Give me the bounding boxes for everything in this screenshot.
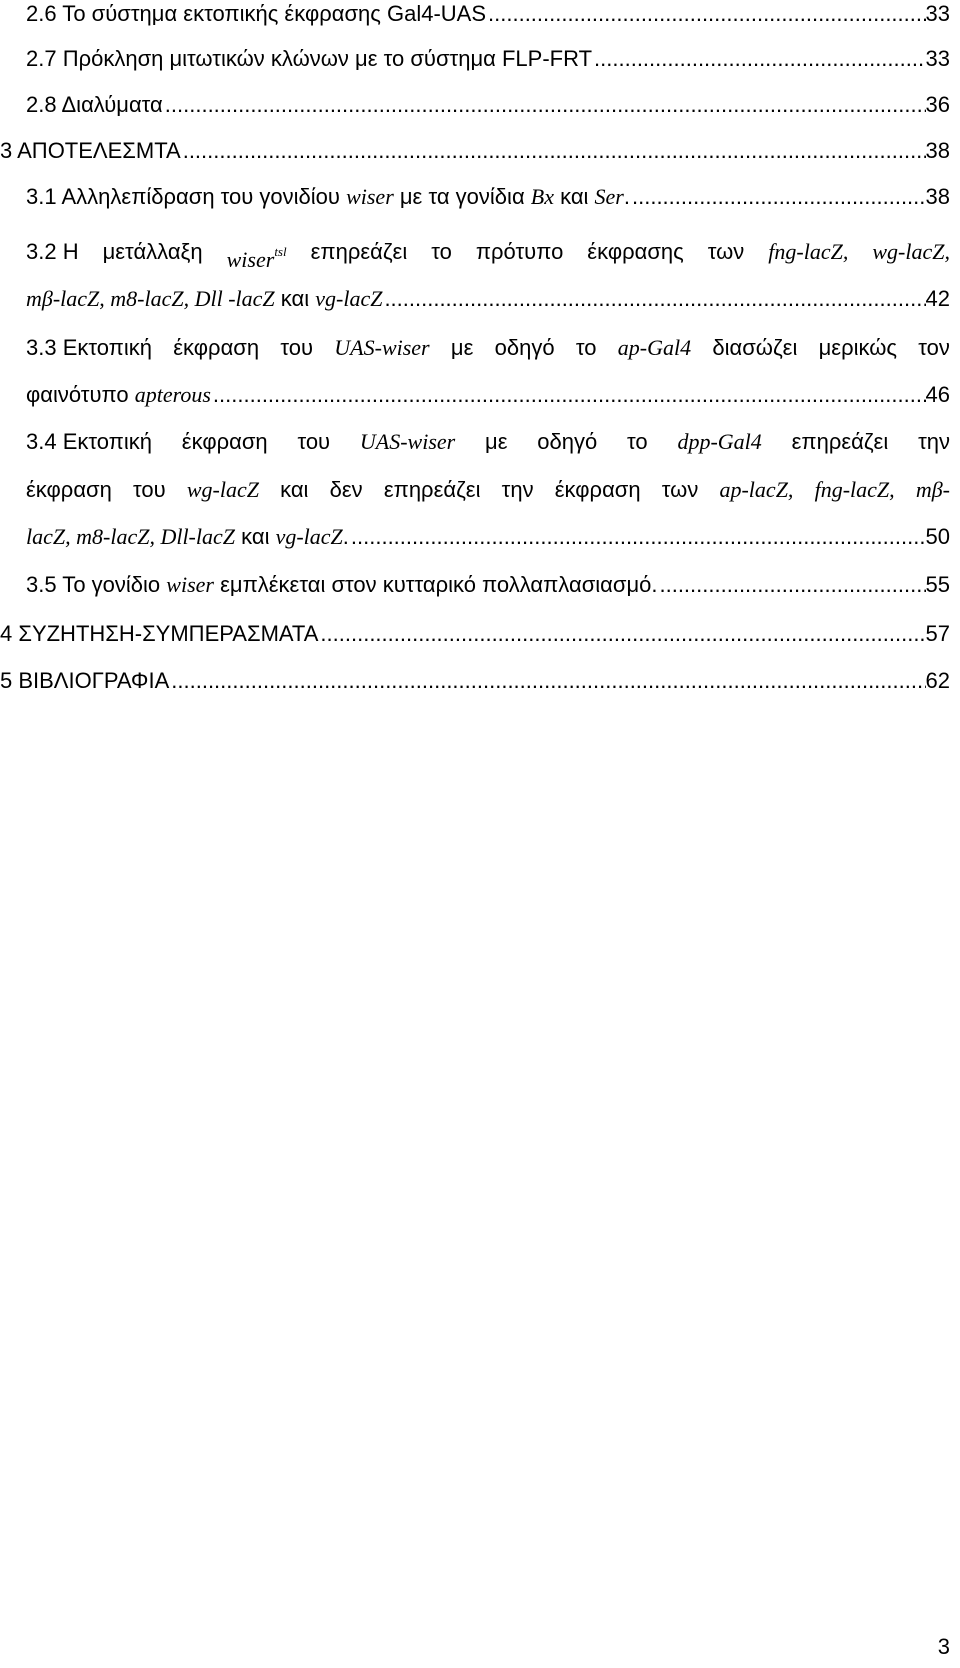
toc-leader-dots	[382, 284, 925, 314]
toc-leader-dots	[592, 44, 925, 74]
toc-leader-dots	[486, 0, 926, 29]
toc-leader-dots	[169, 666, 925, 696]
toc-entry-text: mβ-lacZ, m8-lacZ, Dll -lacZ και vg-lacZ	[26, 286, 383, 311]
toc-page-number: 46	[925, 382, 950, 407]
toc-page-number: 62	[925, 668, 950, 693]
toc-entry-text: 2.6 Το σύστημα εκτοπικής έκφρασης Gal4-UAS	[26, 1, 487, 26]
toc-leader-dots	[163, 90, 926, 120]
toc-page-number: 57	[925, 621, 950, 646]
toc-page-number: 36	[925, 92, 950, 117]
toc-entry-text: 3 ΑΠΟΤΕΛΕΣΜΤΑ	[0, 138, 181, 163]
toc-entry-3-2-cont	[26, 284, 950, 314]
toc-leader-dots	[349, 522, 926, 552]
toc-page-number: 50	[925, 524, 950, 549]
toc-page-number: 42	[925, 286, 950, 311]
toc-entry-text: 2.7 Πρόκληση μιτωτικών κλώνων με το σύστημα FLP-FRT	[26, 46, 593, 71]
toc-entry-3-2: 3.2 Η μετάλλαξη wiser$^{tsl}$ επηρεάζει το πρότυπο έκφρασης των fng-lacZ, wg-lacZ,	[26, 239, 950, 272]
toc-entry-2-8	[26, 90, 950, 120]
toc-leader-dots	[211, 380, 926, 410]
toc-entry-2-7	[26, 44, 950, 74]
toc-entry-text: φαινότυπο apterous	[26, 382, 211, 407]
toc-page-number: 55	[925, 572, 950, 597]
toc-leader-dots	[657, 570, 925, 600]
toc-entry-text: 2.8 Διαλύματα	[26, 92, 163, 117]
toc-entry-2-6	[26, 0, 950, 29]
toc-leader-dots	[630, 182, 926, 212]
toc-entry-text: 4 ΣΥΖΗΤΗΣΗ-ΣΥΜΠΕΡΑΣΜΑΤΑ	[0, 621, 319, 646]
toc-page-number: 38	[925, 138, 950, 163]
toc-page-number: 33	[925, 1, 950, 26]
toc-entry-5	[0, 666, 950, 696]
toc-entry-3-3-cont	[26, 380, 950, 410]
toc-entry-3-4: 3.4 Εκτοπική έκφραση του UAS-wiser με οδηγό το dpp-Gal4 επηρεάζει την	[26, 429, 950, 454]
toc-entry-text: 3.5 Το γονίδιο wiser εμπλέκεται στον κυτταρικό πολλαπλασιασμό.	[26, 572, 658, 597]
toc-entry-3-4-cont: έκφραση του wg-lacZ και δεν επηρεάζει την έκφραση των ap-lacZ, fng-lacZ, mβ-	[26, 477, 950, 502]
toc-entry-4	[0, 619, 950, 649]
page-number: 3	[937, 1634, 950, 1659]
toc-entry-3	[0, 136, 950, 166]
toc-leader-dots	[318, 619, 925, 649]
toc-leader-dots	[181, 136, 926, 166]
toc-entry-3-5	[26, 570, 950, 600]
toc-entry-text: 5 ΒΙΒΛΙΟΓΡΑΦΙΑ	[0, 668, 170, 693]
toc-entry-3-1	[26, 182, 950, 212]
toc-entry-3-4-cont2	[26, 522, 950, 552]
toc-page-number: 38	[925, 184, 950, 209]
toc-entry-text: 3.1 Αλληλεπίδραση του γονιδίου wiser με τα γονίδια Bx και Ser.	[26, 184, 630, 209]
toc-entry-text: lacZ, m8-lacZ, Dll-lacZ και vg-lacZ.	[26, 524, 349, 549]
toc-page-number: 33	[925, 46, 950, 71]
toc-entry-3-3: 3.3 Εκτοπική έκφραση του UAS-wiser με οδηγό το ap-Gal4 διασώζει μερικώς τον	[26, 335, 950, 360]
